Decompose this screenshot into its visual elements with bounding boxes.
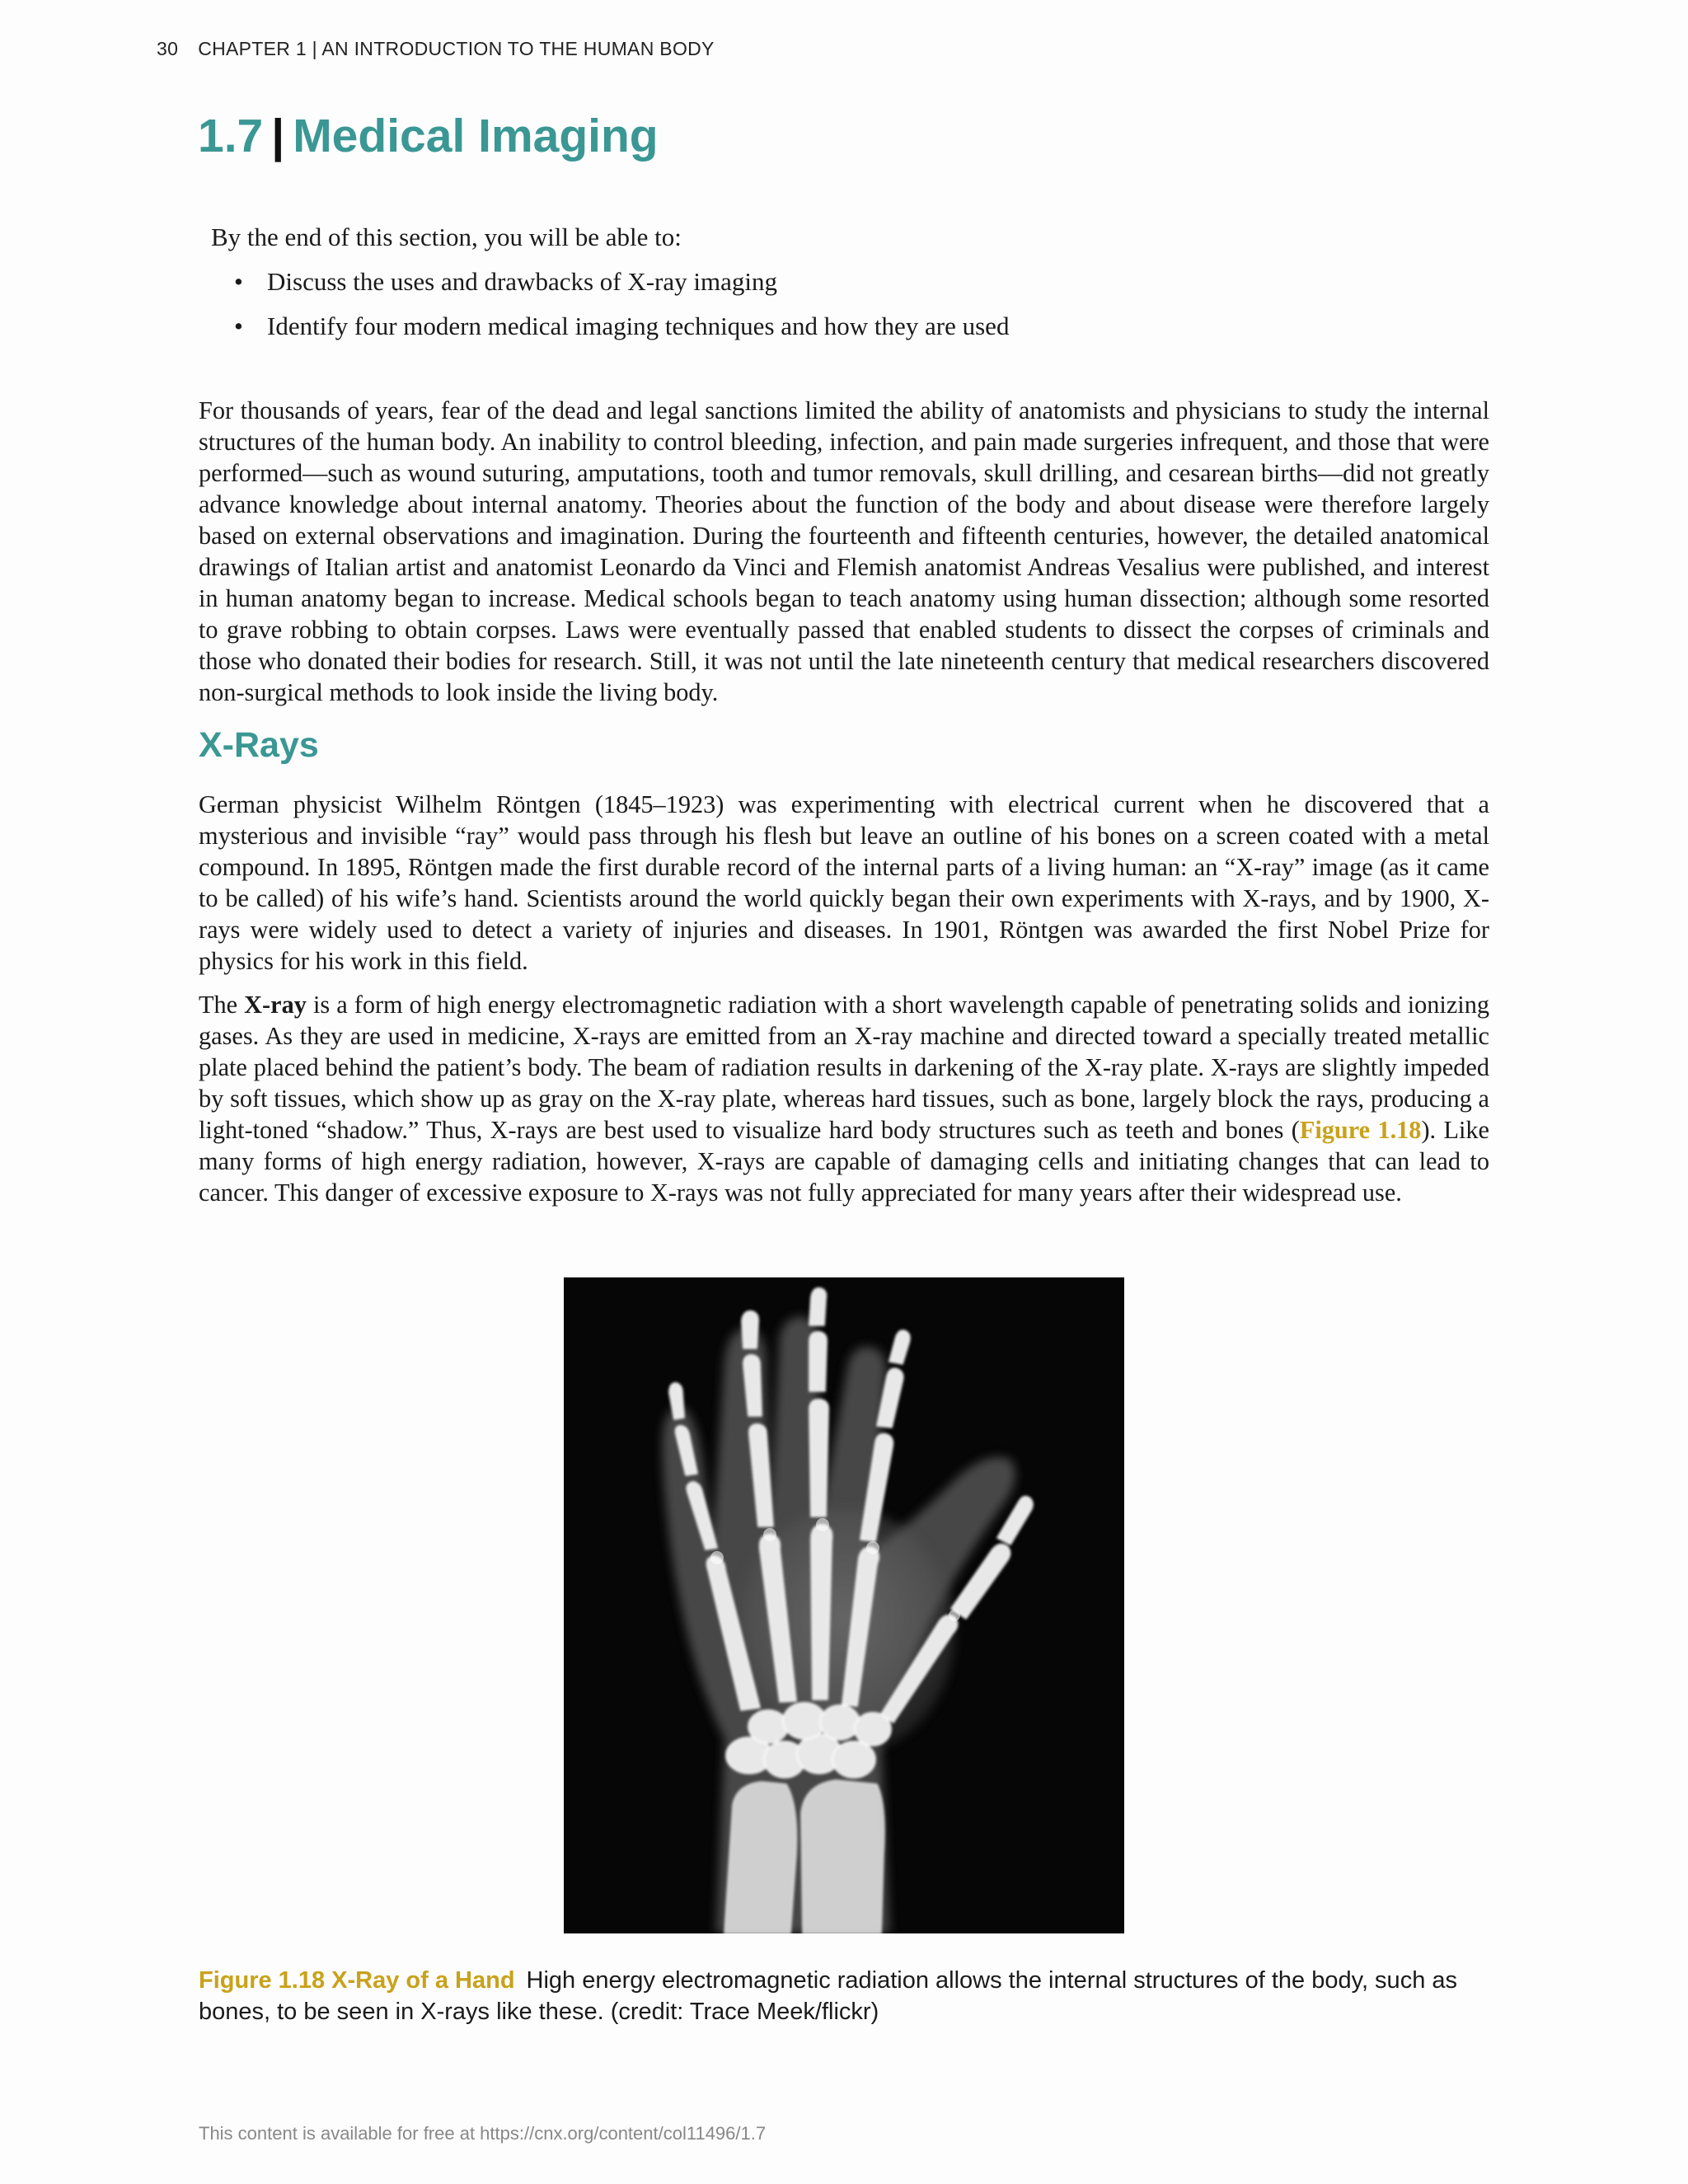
paragraph-rontgen: German physicist Wilhelm Röntgen (1845–1923) was experimenting with electrical current when he discovered that a mysterious and invisible “ray” would pass through his flesh but leave an outline of his bones on a screen coated with a metal compound. In 1895, Röntgen made the first durable record of the internal parts of a living human: an “X-ray” image (as it came to be called) of his wife’s hand. Scientists around the world quickly began their own experiments with X-rays, and by 1900, X-rays were widely used to detect a variety of injuries and diseases. In 1901, Röntgen was awarded the first Nobel Prize for physics for his work in this field. xyxy=(199,790,1489,975)
section-title xyxy=(198,109,659,163)
figure-caption-text: High energy electromagnetic radiation allows the internal structures of the body, such as bones, to be seen in X-rays like these. (credit: Trace Meek/flickr) xyxy=(199,1967,1458,2025)
key-term-x-ray: X-ray xyxy=(244,991,307,1019)
objective-item: • Discuss the uses and drawbacks of X-ray imaging xyxy=(211,265,1447,298)
objectives-list xyxy=(211,265,1447,343)
objectives-intro: By the end of this section, you will be able to: xyxy=(211,223,682,251)
figure-caption xyxy=(199,1965,1489,2027)
hand-x-ray-illustration xyxy=(564,1277,1124,1933)
x-ray-hand-image xyxy=(564,1277,1124,1933)
p3-start: The xyxy=(199,991,245,1019)
paragraph-x-ray-definition xyxy=(199,989,1489,1208)
section-title-text: Medical Imaging xyxy=(293,110,659,162)
subheading-x-rays: X-Rays xyxy=(199,725,319,765)
section-number: 1.7 xyxy=(198,110,264,162)
p3-mid: is a form of high energy electromagnetic radiation with a short wavelength capable of penetrating solids and ionizing gases. As they are used in medicine, X-rays are emitted from an X-ray machine and directed toward a specially treated metallic plate placed behind the patient’s body. The beam of radiation results in darkening of the X-ray plate. X-rays are slightly impeded by soft tissues, which show up as gray on the X-ray plate, whereas hard tissues, such as bone, largely block the rays, producing a light-toned “shadow.” Thus, X-rays are best used to visualize hard body structures such as teeth and bones ( xyxy=(199,991,1489,1144)
figure-label: Figure 1.18 X-Ray of a Hand xyxy=(199,1967,515,1994)
running-title: CHAPTER 1 | AN INTRODUCTION TO THE HUMAN BODY xyxy=(198,38,715,59)
title-separator: | xyxy=(271,110,285,162)
objective-item: • Identify four modern medical imaging techniques and how they are used xyxy=(211,310,1447,343)
running-header xyxy=(157,38,715,60)
figure-link[interactable]: Figure 1.18 xyxy=(1299,1116,1422,1144)
page-number: 30 xyxy=(157,38,179,59)
footer-notice: This content is available for free at https://cnx.org/content/col11496/1.7 xyxy=(199,2123,767,2144)
paragraph-history: For thousands of years, fear of the dead and legal sanctions limited the ability of anatomists and physicians to study the internal structures of the human body. An inability to control bleeding, infection, and pain made surgeries infrequent, and those that were performed—such as wound suturing, amputations, tooth and tumor removals, skull drilling, and cesarean births—did not greatly advance knowledge about internal anatomy. Theories about the function of the body and about disease were therefore largely based on external observations and imagination. During the fourteenth and fifteenth centuries, however, the detailed anatomical drawings of Italian artist and anatomist Leonardo da Vinci and Flemish anatomist Andreas Vesalius were published, and interest in human anatomy began to increase. Medical schools began to teach anatomy using human dissection; although some resorted to grave robbing to obtain corpses. Laws were eventually passed that enabled students to dissect the corpses of criminals and those who donated their bodies for research. Still, it was not until the late nineteenth century that medical researchers discovered non-surgical methods to look inside the living body. xyxy=(199,396,1489,706)
learning-objectives xyxy=(211,221,1447,354)
p3-end: ). Like many forms of high energy radiation, however, X-rays are capable of damaging cells and initiating changes that can lead to cancer. This danger of excessive exposure to X-rays was not fully appreciated for many years after their widespread use. xyxy=(199,1116,1489,1207)
